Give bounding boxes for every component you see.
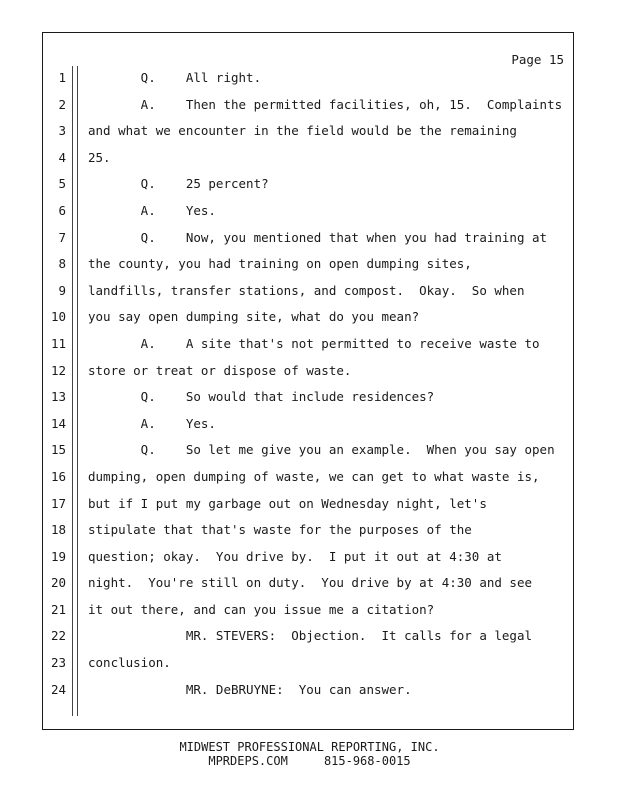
transcript-line (0, 334, 619, 361)
line-number: 16 (50, 468, 66, 484)
line-text: MR. DeBRUYNE: You can answer. (88, 681, 412, 697)
line-text: the county, you had training on open dumping sites, (88, 256, 472, 272)
transcript-line (0, 387, 619, 414)
line-text: question; okay. You drive by. I put it out at 4:30 at (88, 548, 502, 564)
transcript-line (0, 600, 619, 627)
line-number: 20 (50, 575, 66, 591)
footer-company: MIDWEST PROFESSIONAL REPORTING, INC. (179, 740, 440, 754)
line-text: stipulate that that's waste for the purposes of the (88, 522, 472, 538)
transcript-line (0, 174, 619, 201)
line-text: you say open dumping site, what do you mean? (88, 309, 420, 325)
line-number: 2 (58, 96, 66, 112)
line-number: 5 (58, 176, 66, 192)
line-number: 14 (50, 415, 66, 431)
transcript-line (0, 95, 619, 122)
line-text: Q. Now, you mentioned that when you had training at (88, 229, 548, 245)
transcript-line (0, 228, 619, 255)
line-number: 15 (50, 442, 66, 458)
transcript-line (0, 121, 619, 148)
transcript-line (0, 467, 619, 494)
line-number: 24 (50, 681, 66, 697)
line-number: 12 (50, 362, 66, 378)
line-text: 25. (88, 149, 111, 165)
line-text: but if I put my garbage out on Wednesday night, let's (88, 495, 487, 511)
transcript-line (0, 414, 619, 441)
line-number: 10 (50, 309, 66, 325)
transcript-line (0, 680, 619, 707)
line-text: store or treat or dispose of waste. (88, 362, 352, 378)
line-text: night. You're still on duty. You drive by at 4:30 and see (88, 575, 533, 591)
transcript-body (0, 68, 619, 706)
line-number: 18 (50, 522, 66, 538)
line-number: 9 (58, 282, 66, 298)
line-text: A. Then the permitted facilities, oh, 15. Complaints (88, 96, 563, 112)
line-text: MR. STEVERS: Objection. It calls for a legal (88, 628, 533, 644)
line-number: 23 (50, 655, 66, 671)
line-text: dumping, open dumping of waste, we can get to what waste is, (88, 468, 540, 484)
line-text: and what we encounter in the field would be the remaining (88, 123, 517, 139)
transcript-line (0, 148, 619, 175)
line-number: 17 (50, 495, 66, 511)
footer-contact: MPRDEPS.COM 815-968-0015 (208, 754, 411, 768)
line-number: 19 (50, 548, 66, 564)
line-text: conclusion. (88, 655, 171, 671)
line-number: 3 (58, 123, 66, 139)
line-number: 4 (58, 149, 66, 165)
page-number: Page 15 (511, 52, 564, 67)
line-text: Q. So let me give you an example. When you say open (88, 442, 555, 458)
line-text: Q. So would that include residences? (88, 389, 435, 405)
line-text: A. A site that's not permitted to receive waste to (88, 335, 540, 351)
transcript-line (0, 440, 619, 467)
transcript-line (0, 68, 619, 95)
line-text: it out there, and can you issue me a citation? (88, 601, 435, 617)
line-number: 1 (58, 70, 66, 85)
line-number: 8 (58, 256, 66, 272)
transcript-line (0, 307, 619, 334)
transcript-line (0, 494, 619, 521)
transcript-line (0, 201, 619, 228)
transcript-line (0, 626, 619, 653)
transcript-line (0, 653, 619, 680)
line-number: 6 (58, 202, 66, 218)
line-number: 22 (50, 628, 66, 644)
line-number: 13 (50, 389, 66, 405)
transcript-line (0, 254, 619, 281)
line-number: 7 (58, 229, 66, 245)
line-text: A. Yes. (88, 415, 216, 431)
line-text: A. Yes. (88, 202, 216, 218)
line-text: landfills, transfer stations, and compost. Okay. So when (88, 282, 525, 298)
line-number: 21 (50, 601, 66, 617)
line-number: 11 (50, 335, 66, 351)
transcript-line (0, 547, 619, 574)
transcript-line (0, 361, 619, 388)
transcript-line (0, 573, 619, 600)
transcript-line (0, 520, 619, 547)
line-text: Q. All right. (88, 70, 262, 85)
line-text: Q. 25 percent? (88, 176, 269, 192)
transcript-line (0, 281, 619, 308)
